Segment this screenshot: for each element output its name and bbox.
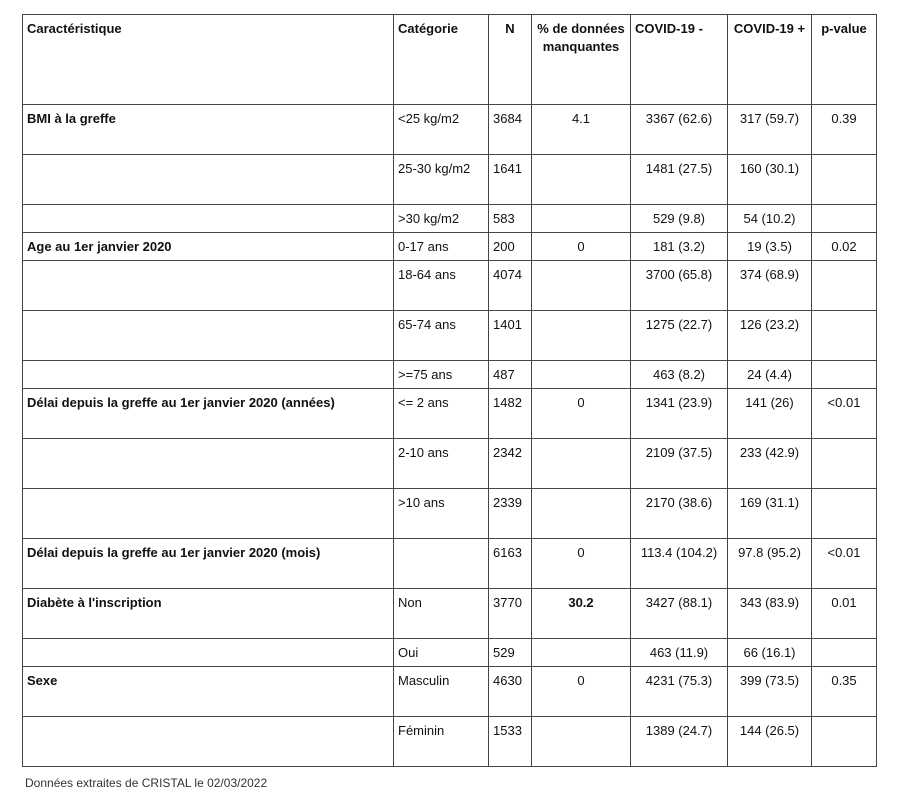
cell-covid-positive: 19 (3.5) — [728, 233, 812, 261]
header-characteristic: Caractéristique — [23, 15, 394, 105]
cell-characteristic: Age au 1er janvier 2020 — [23, 233, 394, 261]
header-row — [23, 15, 877, 105]
cell-pvalue: 0.01 — [812, 589, 877, 639]
cell-pvalue — [812, 205, 877, 233]
cell-missing — [532, 311, 631, 361]
cell-covid-negative: 3700 (65.8) — [631, 261, 728, 311]
table-row — [23, 155, 877, 205]
cell-pvalue — [812, 261, 877, 311]
cell-covid-negative: 4231 (75.3) — [631, 667, 728, 717]
cell-characteristic — [23, 439, 394, 489]
cell-category: 0-17 ans — [394, 233, 489, 261]
cell-covid-positive: 144 (26.5) — [728, 717, 812, 767]
cell-n: 6163 — [489, 539, 532, 589]
header-n: N — [489, 15, 532, 105]
cell-n: 1482 — [489, 389, 532, 439]
cell-missing: 4.1 — [532, 105, 631, 155]
cell-missing — [532, 205, 631, 233]
table-row — [23, 233, 877, 261]
cell-pvalue — [812, 361, 877, 389]
cell-category: <= 2 ans — [394, 389, 489, 439]
cell-characteristic: Sexe — [23, 667, 394, 717]
cell-covid-negative: 3367 (62.6) — [631, 105, 728, 155]
cell-n: 3770 — [489, 589, 532, 639]
table-row — [23, 589, 877, 639]
cell-covid-negative: 113.4 (104.2) — [631, 539, 728, 589]
cell-characteristic — [23, 205, 394, 233]
cell-missing — [532, 261, 631, 311]
cell-missing: 0 — [532, 389, 631, 439]
cell-n: 529 — [489, 639, 532, 667]
cell-characteristic — [23, 155, 394, 205]
cell-pvalue: 0.39 — [812, 105, 877, 155]
cell-covid-positive: 374 (68.9) — [728, 261, 812, 311]
table-row — [23, 205, 877, 233]
cell-category: >10 ans — [394, 489, 489, 539]
cell-pvalue — [812, 489, 877, 539]
cell-characteristic: Délai depuis la greffe au 1er janvier 2020 (années) — [23, 389, 394, 439]
header-covid-positive: COVID-19 + — [728, 15, 812, 105]
header-covid-negative: COVID-19 - — [631, 15, 728, 105]
cell-n: 1401 — [489, 311, 532, 361]
cell-n: 583 — [489, 205, 532, 233]
cell-n: 4630 — [489, 667, 532, 717]
cell-n: 4074 — [489, 261, 532, 311]
cell-characteristic: Diabète à l'inscription — [23, 589, 394, 639]
cell-covid-positive: 160 (30.1) — [728, 155, 812, 205]
cell-pvalue — [812, 639, 877, 667]
cell-missing — [532, 717, 631, 767]
cell-missing — [532, 155, 631, 205]
header-category: Catégorie — [394, 15, 489, 105]
table-row — [23, 539, 877, 589]
cell-characteristic — [23, 311, 394, 361]
cell-category: 25-30 kg/m2 — [394, 155, 489, 205]
cell-covid-negative: 1275 (22.7) — [631, 311, 728, 361]
cell-covid-negative: 463 (8.2) — [631, 361, 728, 389]
cell-missing — [532, 361, 631, 389]
cell-pvalue — [812, 439, 877, 489]
cell-covid-positive: 169 (31.1) — [728, 489, 812, 539]
cell-covid-negative: 1341 (23.9) — [631, 389, 728, 439]
cell-n: 1641 — [489, 155, 532, 205]
table-row — [23, 389, 877, 439]
cell-category: 18-64 ans — [394, 261, 489, 311]
table-row — [23, 105, 877, 155]
cell-covid-negative: 181 (3.2) — [631, 233, 728, 261]
header-missing: % de données manquantes — [532, 15, 631, 105]
cell-characteristic — [23, 717, 394, 767]
cell-n: 1533 — [489, 717, 532, 767]
cell-pvalue: <0.01 — [812, 539, 877, 589]
cell-category: <25 kg/m2 — [394, 105, 489, 155]
cell-n: 2339 — [489, 489, 532, 539]
cell-n: 200 — [489, 233, 532, 261]
cell-category: >30 kg/m2 — [394, 205, 489, 233]
cell-covid-negative: 1481 (27.5) — [631, 155, 728, 205]
results-table — [22, 14, 877, 767]
table-row — [23, 261, 877, 311]
footnote: Données extraites de CRISTAL le 02/03/2022 — [25, 776, 268, 790]
cell-covid-positive: 141 (26) — [728, 389, 812, 439]
table-row — [23, 667, 877, 717]
cell-covid-negative: 2170 (38.6) — [631, 489, 728, 539]
cell-missing — [532, 489, 631, 539]
cell-category: Oui — [394, 639, 489, 667]
cell-pvalue — [812, 155, 877, 205]
cell-covid-positive: 66 (16.1) — [728, 639, 812, 667]
cell-characteristic — [23, 489, 394, 539]
cell-covid-negative: 1389 (24.7) — [631, 717, 728, 767]
cell-covid-positive: 126 (23.2) — [728, 311, 812, 361]
cell-covid-negative: 463 (11.9) — [631, 639, 728, 667]
cell-category: Masculin — [394, 667, 489, 717]
cell-missing: 0 — [532, 539, 631, 589]
cell-characteristic — [23, 361, 394, 389]
cell-missing — [532, 639, 631, 667]
cell-pvalue: 0.02 — [812, 233, 877, 261]
cell-characteristic: Délai depuis la greffe au 1er janvier 2020 (mois) — [23, 539, 394, 589]
table-row — [23, 311, 877, 361]
cell-covid-positive: 233 (42.9) — [728, 439, 812, 489]
cell-pvalue: <0.01 — [812, 389, 877, 439]
cell-characteristic: BMI à la greffe — [23, 105, 394, 155]
cell-covid-negative: 3427 (88.1) — [631, 589, 728, 639]
cell-covid-negative: 2109 (37.5) — [631, 439, 728, 489]
cell-missing — [532, 439, 631, 489]
cell-category: Féminin — [394, 717, 489, 767]
cell-category: 65-74 ans — [394, 311, 489, 361]
cell-covid-negative: 529 (9.8) — [631, 205, 728, 233]
table-row — [23, 639, 877, 667]
table-row — [23, 717, 877, 767]
cell-characteristic — [23, 639, 394, 667]
table-row — [23, 439, 877, 489]
cell-missing: 0 — [532, 233, 631, 261]
cell-covid-positive: 399 (73.5) — [728, 667, 812, 717]
table-row — [23, 489, 877, 539]
cell-missing: 30.2 — [532, 589, 631, 639]
table-row — [23, 361, 877, 389]
cell-covid-positive: 317 (59.7) — [728, 105, 812, 155]
cell-pvalue: 0.35 — [812, 667, 877, 717]
cell-missing: 0 — [532, 667, 631, 717]
cell-n: 2342 — [489, 439, 532, 489]
cell-category: >=75 ans — [394, 361, 489, 389]
cell-covid-positive: 343 (83.9) — [728, 589, 812, 639]
cell-covid-positive: 24 (4.4) — [728, 361, 812, 389]
cell-category: 2-10 ans — [394, 439, 489, 489]
header-pvalue: p-value — [812, 15, 877, 105]
cell-n: 3684 — [489, 105, 532, 155]
cell-n: 487 — [489, 361, 532, 389]
cell-covid-positive: 97.8 (95.2) — [728, 539, 812, 589]
cell-category: Non — [394, 589, 489, 639]
cell-covid-positive: 54 (10.2) — [728, 205, 812, 233]
cell-characteristic — [23, 261, 394, 311]
cell-pvalue — [812, 311, 877, 361]
cell-category — [394, 539, 489, 589]
cell-pvalue — [812, 717, 877, 767]
